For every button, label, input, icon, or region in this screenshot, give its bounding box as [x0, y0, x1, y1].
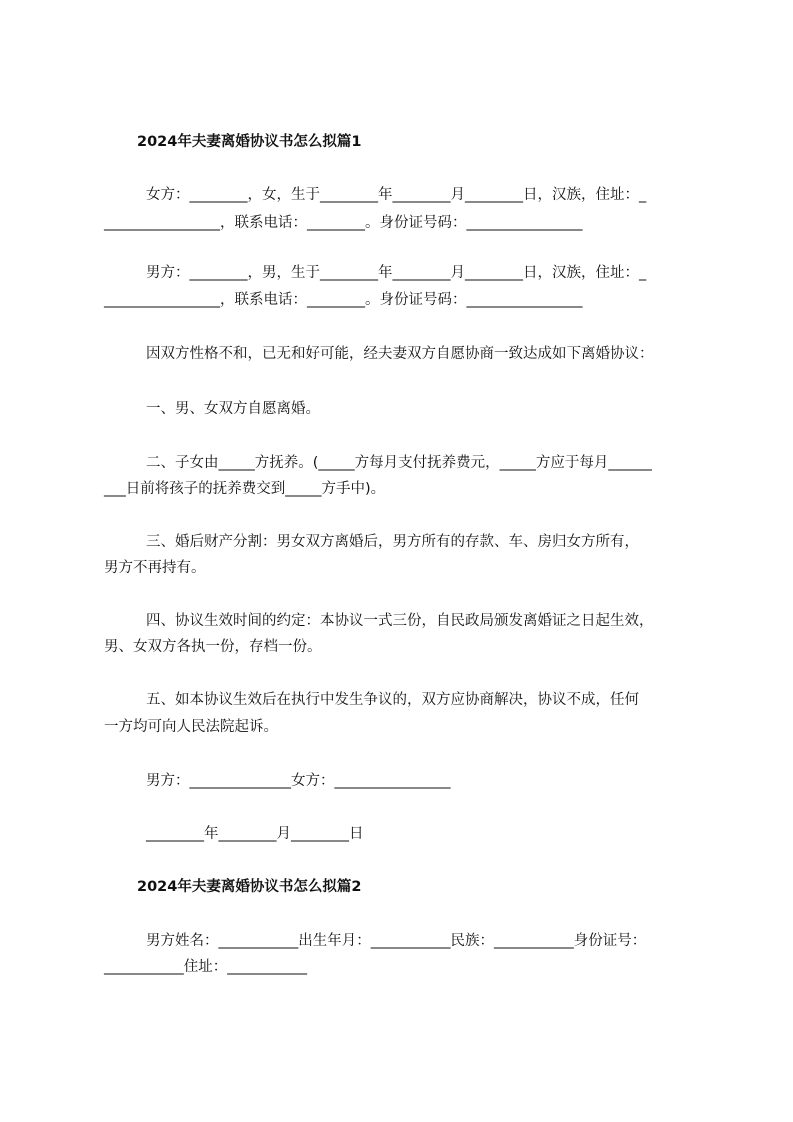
heading-part-1: 2024年夫妻离婚协议书怎么拟篇1	[137, 134, 362, 150]
date-line: ________年________月________日	[146, 826, 364, 842]
heading-part-2: 2024年夫妻离婚协议书怎么拟篇2	[137, 879, 362, 895]
clause-4-line-1: 四、协议生效时间的约定：本协议一式三份，自民政局颁发离婚证之日起生效，	[146, 613, 654, 629]
male-info-line-2: ________________，联系电话：________。身份证号码：________________	[104, 292, 583, 308]
clause-2-line-1: 二、子女由_____方抚养。(_____方每月支付抚养费元，_____方应于每月______	[146, 455, 652, 471]
clause-3-line-1: 三、婚后财产分割：男女双方离婚后，男方所有的存款、车、房归女方所有，	[146, 534, 639, 550]
part2-info-line-2: ___________住址：___________	[104, 959, 307, 975]
female-info-line-2: ________________，联系电话：________。身份证号码：________________	[104, 215, 583, 231]
intro-paragraph: 因双方性格不和，已无和好可能，经夫妻双方自愿协商一致达成如下离婚协议：	[146, 346, 654, 362]
signature-line: 男方：______________女方：________________	[146, 773, 451, 789]
clause-2-line-2: ___日前将孩子的抚养费交到_____方手中)。	[104, 481, 386, 497]
clause-4-line-2: 男、女双方各执一份，存档一份。	[104, 639, 322, 655]
clause-5-line-2: 一方均可向人民法院起诉。	[104, 719, 278, 735]
clause-5-line-1: 五、如本协议生效后在执行中发生争议的，双方应协商解决，协议不成，任何	[146, 692, 639, 708]
part2-info-line-1: 男方姓名：___________出生年月：___________民族：___________身份证号：	[146, 933, 647, 949]
female-info-line-1: 女方：________，女，生于________年________月________日，汉族，住址：_	[146, 187, 647, 203]
clause-1: 一、男、女双方自愿离婚。	[146, 401, 320, 417]
male-info-line-1: 男方：________，男，生于________年________月________日，汉族，住址：_	[146, 265, 647, 281]
clause-3-line-2: 男方不再持有。	[104, 560, 206, 576]
